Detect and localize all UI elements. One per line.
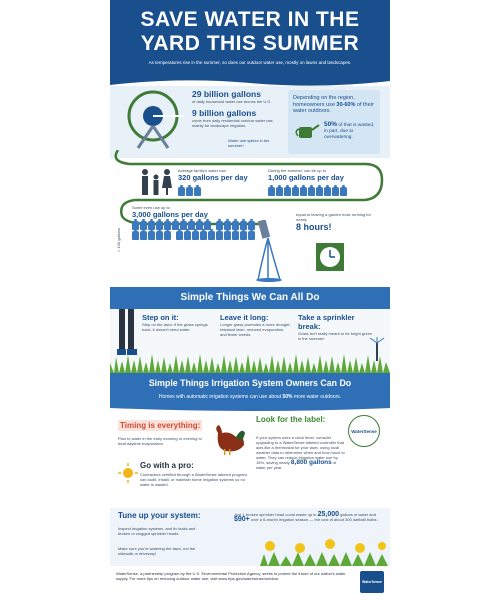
jug-icon xyxy=(176,231,183,240)
family-jugs xyxy=(178,184,252,202)
label-box xyxy=(256,415,384,505)
pro-text: Contractors certified through a WaterSense labeled program can audit, install, or maintain home irrigation systems so no water is wasted. xyxy=(140,472,247,487)
jug-icon xyxy=(156,231,163,240)
jug-icon xyxy=(216,231,223,240)
max-usage-value: 3,000 gallons per day xyxy=(132,210,208,219)
summer-jugs xyxy=(268,184,386,202)
owners-title: Simple Things Irrigation System Owners Can Do xyxy=(148,378,352,388)
region-text xyxy=(293,95,377,115)
stat-outdoor-value: 9 billion gallons xyxy=(192,108,257,118)
jug-icon xyxy=(178,187,185,196)
jug-icon xyxy=(292,187,299,196)
tune-up-section xyxy=(110,508,390,566)
jug-icon xyxy=(340,187,347,196)
label-text-end: of water per year. xyxy=(256,460,337,470)
owners-subtitle-start: Homes with automatic irrigation systems can use about xyxy=(158,394,283,400)
stat-outdoor xyxy=(192,108,284,128)
footer-text: WaterSense, a partnership program by the U.S. Environmental Protection Agency, seeks to protect the future of our nation's water supply. For more tips on reducing outdoor water use, visit www.epa.gov/watersense/outdoor. xyxy=(116,571,346,581)
stat-outdoor-text: come from daily residential outdoor water use, mainly for landscape irrigation. xyxy=(192,118,274,128)
waste-text-rest: of that is wasted, in part, due to overwatering. xyxy=(324,123,375,140)
jug-icon xyxy=(164,231,171,240)
label-value: 8,800 gallons xyxy=(290,459,332,466)
hose-nozzle-icon xyxy=(256,220,292,282)
leak-fact-end: over a 6-month irrigation season — the cost of about 300 daffodil bulbs. xyxy=(249,517,378,522)
jug-legend: = 100 gallons xyxy=(116,228,121,252)
tune-up-item1: Inspect irrigation systems, and fix leaks and broken or clogged sprinkler heads. xyxy=(118,526,196,536)
tune-up-item2: Make sure you're watering the lawn, not the sidewalk or driveway! xyxy=(118,546,196,556)
owners-banner xyxy=(110,373,390,406)
waste-pct: 50% xyxy=(324,121,338,128)
simple-things-title: Simple Things We Can All Do xyxy=(180,292,320,303)
step-on-it-text: Step on the lawn: if the grass springs back, it doesn't need water. xyxy=(142,322,208,332)
region-pct: 30-60% xyxy=(336,101,356,108)
watering-can-icon xyxy=(294,122,320,140)
region-box xyxy=(288,90,380,154)
hose-equivalent-label: equal to leaving a garden hose running for nearly xyxy=(296,212,371,222)
simple-things-banner xyxy=(110,287,390,309)
summer-usage-label: During the summer, can be up to xyxy=(268,168,327,173)
step-on-it xyxy=(142,313,214,332)
jug-icon xyxy=(268,187,275,196)
stat-household-value: 29 billion gallons xyxy=(192,89,261,99)
sun-icon xyxy=(118,463,138,483)
waste-text xyxy=(324,122,378,141)
jug-icon xyxy=(300,187,307,196)
sprinkler-break-text: Grass isn't really meant to be bright green in the summer! xyxy=(298,331,373,341)
owners-subtitle-end: more water outdoors. xyxy=(292,394,342,400)
infographic xyxy=(110,0,390,600)
leave-it-long xyxy=(220,313,292,337)
region-text-start: Depending on the region, homeowners use xyxy=(293,95,355,108)
tune-up-title: Tune up your system: xyxy=(118,511,201,520)
family-icon xyxy=(138,168,174,196)
pro-box xyxy=(140,461,250,487)
daffodils-icon xyxy=(260,538,388,566)
leave-it-long-text: Longer grass promotes a more drought-resistant lawn, reduced evaporation, and fewer weeds. xyxy=(220,322,291,337)
stat-household-text: of daily household water use across the U.S. xyxy=(192,99,272,104)
jug-icon xyxy=(194,187,201,196)
jug-icon xyxy=(332,187,339,196)
hose-reel-icon xyxy=(118,86,188,156)
watersense-badge-text: WaterSense xyxy=(362,580,382,584)
jug-icon xyxy=(184,231,191,240)
family-usage xyxy=(178,168,252,202)
label-text xyxy=(256,435,346,470)
owners-wave xyxy=(110,405,390,413)
family-usage-label: Average family's water use: xyxy=(178,168,227,173)
leak-fact-money: $90+ xyxy=(234,516,250,523)
pro-title: Go with a pro: xyxy=(140,461,194,470)
max-jugs xyxy=(132,221,260,241)
leak-fact-value: 25,000 xyxy=(317,511,340,518)
page-title-line1: SAVE WATER IN THE xyxy=(140,8,360,31)
leave-it-long-title: Leave it long: xyxy=(220,313,269,322)
leak-fact xyxy=(234,512,384,522)
watersense-seal-text: WaterSense xyxy=(351,428,377,434)
timing-title: Timing is everything: xyxy=(120,421,201,430)
leak-fact-start: Just 1 broken sprinkler head could waste up to xyxy=(234,512,318,517)
jug-icon xyxy=(132,231,139,240)
jug-icon xyxy=(140,231,147,240)
leak-fact-mid: gallons of water and xyxy=(339,512,376,517)
owners-subtitle-pct: 50% xyxy=(282,394,293,400)
header-banner xyxy=(110,0,390,76)
jug-icon xyxy=(148,231,155,240)
jug-icon xyxy=(284,187,291,196)
jug-icon xyxy=(200,231,207,240)
footer xyxy=(110,566,390,600)
max-usage xyxy=(132,205,260,241)
clock-icon xyxy=(316,243,344,271)
max-usage-label: Some even use up to xyxy=(132,205,170,210)
jug-icon xyxy=(240,231,247,240)
hose-equivalent xyxy=(296,212,376,232)
sprinkler-break xyxy=(298,313,376,341)
family-usage-value: 320 gallons per day xyxy=(178,173,248,182)
jug-icon xyxy=(232,231,239,240)
jug-icon xyxy=(224,231,231,240)
jug-icon xyxy=(276,187,283,196)
timing-text: Plan to water in the early morning or evening to beat daytime evaporation. xyxy=(118,436,202,446)
step-on-it-title: Step on it: xyxy=(142,313,179,322)
page-subtitle: As temperatures rise in the summer, so does our outdoor water use, mostly on lawns and landscapes. xyxy=(148,60,352,65)
summer-usage-value: 1,000 gallons per day xyxy=(268,173,344,182)
sprinkler-break-title: Take a sprinkler break: xyxy=(298,313,355,331)
summer-usage xyxy=(268,168,386,202)
spike-note: Water use spikes in the summer! xyxy=(228,138,270,148)
jug-icon xyxy=(324,187,331,196)
watersense-badge xyxy=(360,571,384,593)
rooster-icon xyxy=(210,423,246,455)
hose-equivalent-value: 8 hours! xyxy=(296,222,332,232)
watersense-seal xyxy=(348,415,380,447)
page-title-line2: YARD THIS SUMMER xyxy=(140,32,360,55)
jug-icon xyxy=(316,187,323,196)
jug-icon xyxy=(308,187,315,196)
label-title: Look for the label: xyxy=(256,415,326,424)
region-text-end: of their water outdoors. xyxy=(293,101,374,114)
owners-subtitle xyxy=(110,394,390,400)
jug-icon xyxy=(192,231,199,240)
jug-icon xyxy=(186,187,193,196)
timing-box xyxy=(118,415,248,505)
jug-icon xyxy=(248,231,255,240)
simple-things-panel xyxy=(110,309,390,373)
jug-icon xyxy=(208,231,215,240)
label-text-main: If your system uses a clock timer, consider upgrading to a WaterSense labeled controller that acts like a thermostat for your lawn, using local weather data to determine when and how much to water. They can reduce irrigation water use by 15%, saving nearly xyxy=(256,435,345,465)
stat-household xyxy=(192,89,284,104)
grass-strip xyxy=(110,351,390,373)
